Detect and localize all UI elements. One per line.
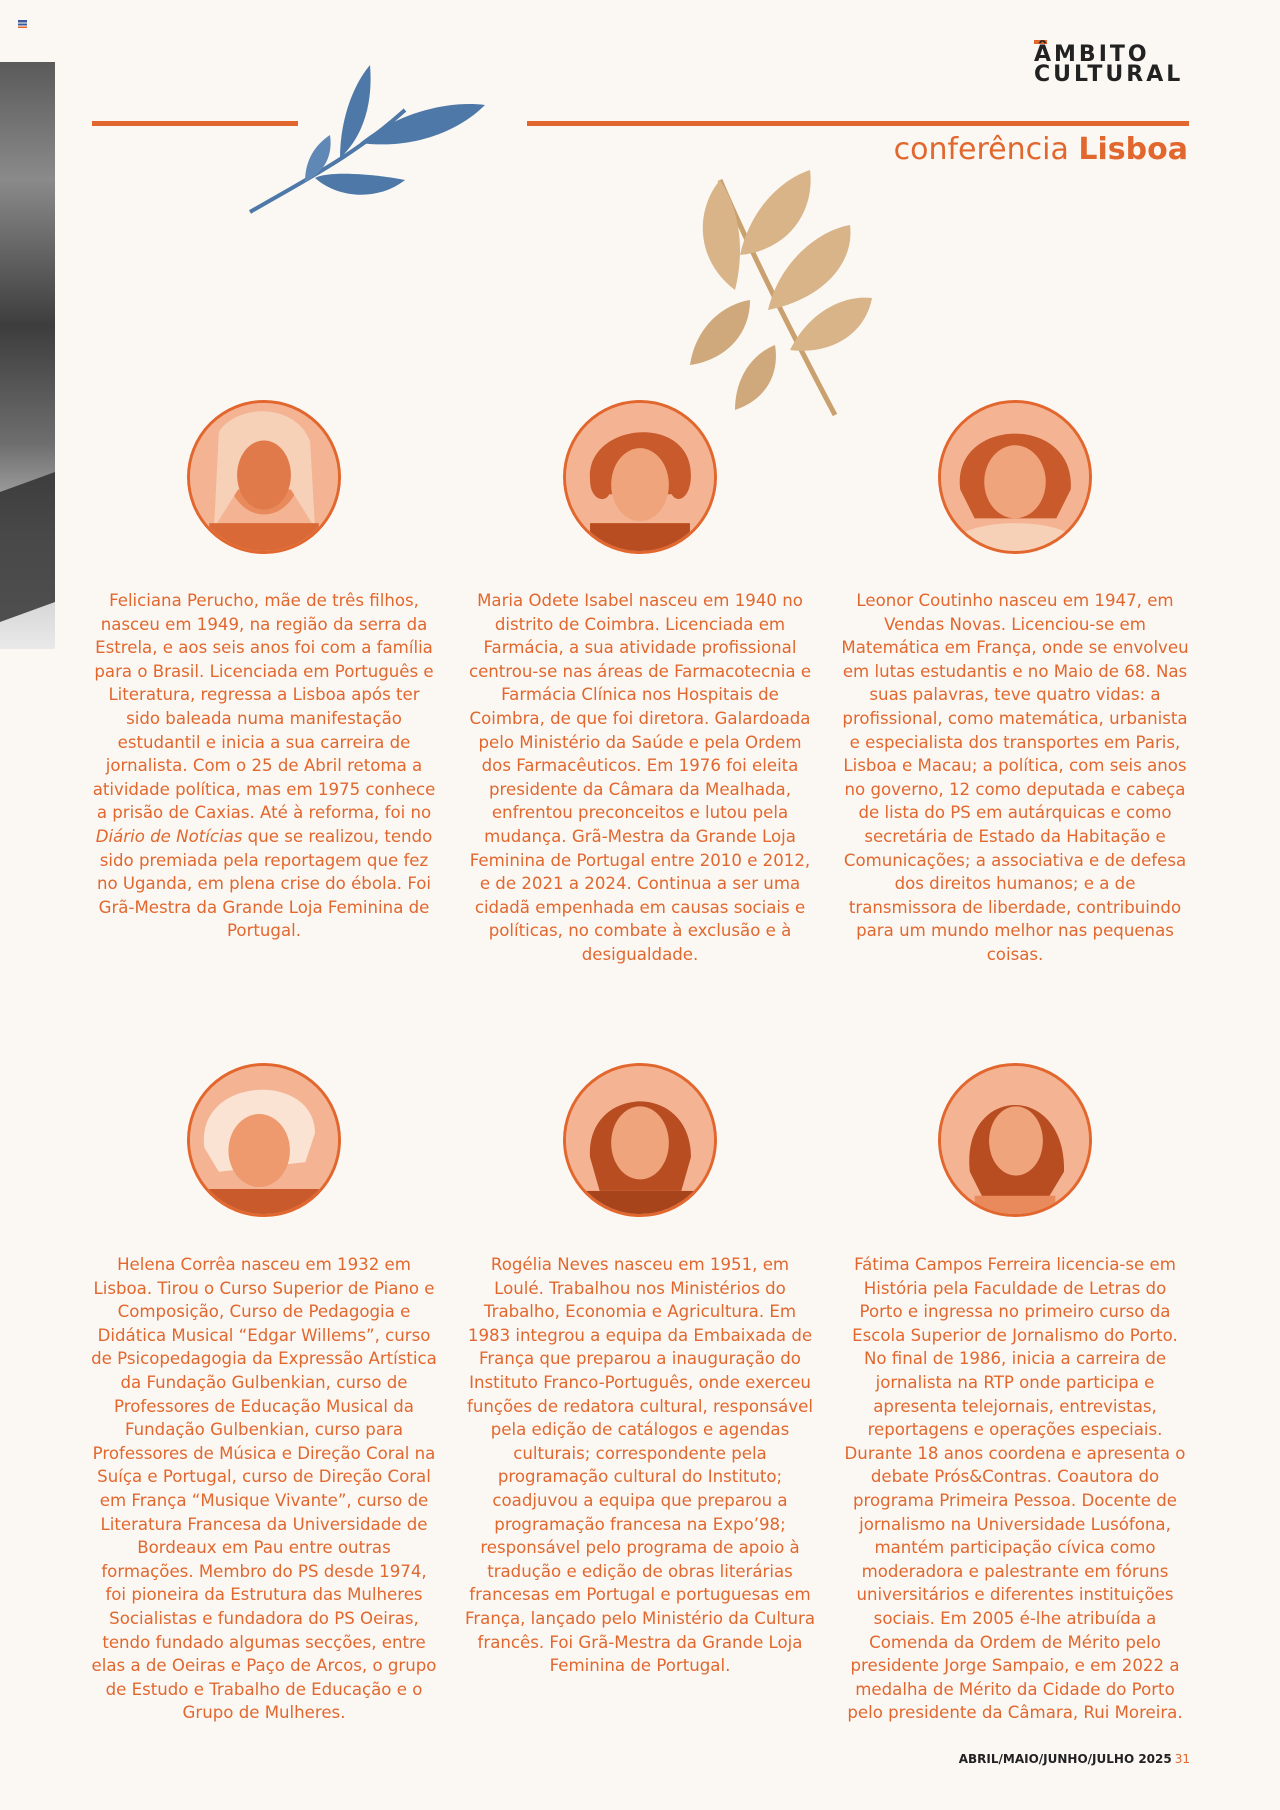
ambito-cultural-logo bbox=[1030, 40, 1190, 90]
avatar-leonor-coutinho bbox=[938, 400, 1092, 554]
section-title bbox=[894, 132, 1188, 167]
bio-maria-odete-isabel: Maria Odete Isabel nasceu em 1940 no distrito de Coimbra. Licenciada em Farmácia, a sua atividade profissional centrou-se nas áreas de Farmacotecnia e Farmácia Clínica nos Hospitais de Coimbra, de que foi diretora. Galardoada pelo Ministério da Saúde e pela Ordem dos Farmacêuticos. Em 1976 foi eleita presidente da Câmara da Mealhada, enfrentou preconceitos e lutou pela mudança. Grã-Mestra da Grande Loja Feminina de Portugal entre 2010 e 2012, e de 2021 a 2024. Continua a ser uma cidadã empenhada em causas sociais e políticas, no combate à exclusão e à desigualdade. bbox=[468, 591, 812, 964]
bio-italic-publication: Diário de Notícias bbox=[95, 826, 243, 846]
tan-leaf-icon bbox=[650, 150, 875, 420]
avatar-fatima-campos-ferreira bbox=[938, 1063, 1092, 1217]
section-title-bold: Lisboa bbox=[1078, 132, 1188, 167]
flag-icon bbox=[18, 20, 27, 28]
bio-helena-correa: Helena Corrêa nasceu em 1932 em Lisboa. Tirou o Curso Superior de Piano e Composição, Curso de Pedagogia e Didática Musical “Edgar Willems”, curso de Psicopedagogia da Expressão Artística da Fundação Gulbenkian, curso de Professores de Educação Musical da Fundação Gulbenkian, curso para Professores de Música e Direção Coral na Suíça e Portugal, curso de Direção Coral em França “Musique Vivante”, curso de Literatura Francesa da Universidade de Bordeaux em Pau entre outras formações. Membro do PS desde 1974, foi pioneira da Estrutura das Mulheres Socialistas e fundadora do PS Oeiras, tendo fundado algumas secções, entre elas a de Oeiras e Paço de Arcos, o grupo de Estudo e Trabalho de Educação e o Grupo de Mulheres. bbox=[91, 1255, 437, 1723]
avatar-maria-odete-isabel bbox=[563, 400, 717, 554]
bio-text: que se realizou, tendo sido premiada pela reportagem que fez no Uganda, em plena crise do ébola. Foi Grã-Mestra da Grande Loja Feminina de Portugal. bbox=[96, 826, 433, 941]
blue-leaf-icon bbox=[245, 60, 490, 220]
avatar-rogelia-neves bbox=[563, 1063, 717, 1217]
avatar-helena-correa bbox=[187, 1063, 341, 1217]
bio-feliciana-perucho bbox=[89, 589, 439, 943]
issue-dates: ABRIL/MAIO/JUNHO/JULHO 2025 bbox=[958, 1752, 1172, 1766]
bio-fatima-campos-ferreira: Fátima Campos Ferreira licencia-se em História pela Faculdade de Letras do Porto e ingressa no primeiro curso da Escola Superior de Jornalismo do Porto. No final de 1986, inicia a carreira de jornalista na RTP onde participa e apresenta telejornais, entrevistas, reportagens e operações especiais. Durante 18 anos coordena e apresenta o debate Prós&Contras. Coautora do programa Primeira Pessoa. Docente de jornalismo na Universidade Lusófona, mantém participação cívica como moderadora e palestrante em fóruns universitários e diferentes instituições sociais. Em 2005 é-lhe atribuída a Comenda da Ordem de Mérito pelo presidente Jorge Sampaio, e em 2022 a medalha de Mérito da Cidade do Porto pelo presidente da Câmara, Rui Moreira. bbox=[844, 1255, 1186, 1723]
side-photo-strip bbox=[0, 62, 55, 649]
header-rule-right bbox=[527, 121, 1189, 126]
avatar-feliciana-perucho bbox=[187, 400, 341, 554]
logo-line-2: CULTURAL bbox=[1034, 62, 1184, 87]
bio-text: Feliciana Perucho, mãe de três filhos, nasceu em 1949, na região da serra da Estrela, e aos seis anos foi com a família para o Brasil. Licenciada em Português e Literatura, regressa a Lisboa após ter sido baleada numa manifestação estudantil e inicia a sua carreira de jornalista. Com o 25 de Abril retoma a atividade política, mas em 1975 conhece a prisão de Caxias. Até à reforma, foi no bbox=[92, 591, 436, 823]
bio-rogelia-neves: Rogélia Neves nasceu em 1951, em Loulé. Trabalhou nos Ministérios do Trabalho, Economia e Agricultura. Em 1983 integrou a equipa da Embaixada de França que preparou a inauguração do Instituto Franco-Português, onde exerceu funções de redatora cultural, responsável pela edição de catálogos e agendas culturais; correspondente pela programação cultural do Instituto; coadjuvou a equipa que preparou a programação francesa na Expo’98; responsável pelo programa de apoio à tradução e edição de obras literárias francesas em Portugal e portuguesas em França, lançado pelo Ministério da Cultura francês. Foi Grã-Mestra da Grande Loja Feminina de Portugal. bbox=[465, 1255, 815, 1676]
page-number: 31 bbox=[1174, 1752, 1190, 1766]
page-footer bbox=[959, 1752, 1190, 1766]
bio-leonor-coutinho: Leonor Coutinho nasceu em 1947, em Vendas Novas. Licenciou-se em Matemática em França, onde se envolveu em lutas estudantis e no Maio de 68. Nas suas palavras, teve quatro vidas: a profissional, como matemática, urbanista e especialista dos transportes em Paris, Lisboa e Macau; a política, com seis anos no governo, 12 como deputada e cabeça de lista do PS em autárquicas e como secretária de Estado da Habitação e Comunicações; a associativa e de defesa dos direitos humanos; e a de transmissora de liberdade, contribuindo para um mundo melhor nas pequenas coisas. bbox=[841, 591, 1189, 964]
logo-line-1: ÂMBITO bbox=[1034, 42, 1150, 67]
section-title-light: conferência bbox=[893, 132, 1069, 167]
